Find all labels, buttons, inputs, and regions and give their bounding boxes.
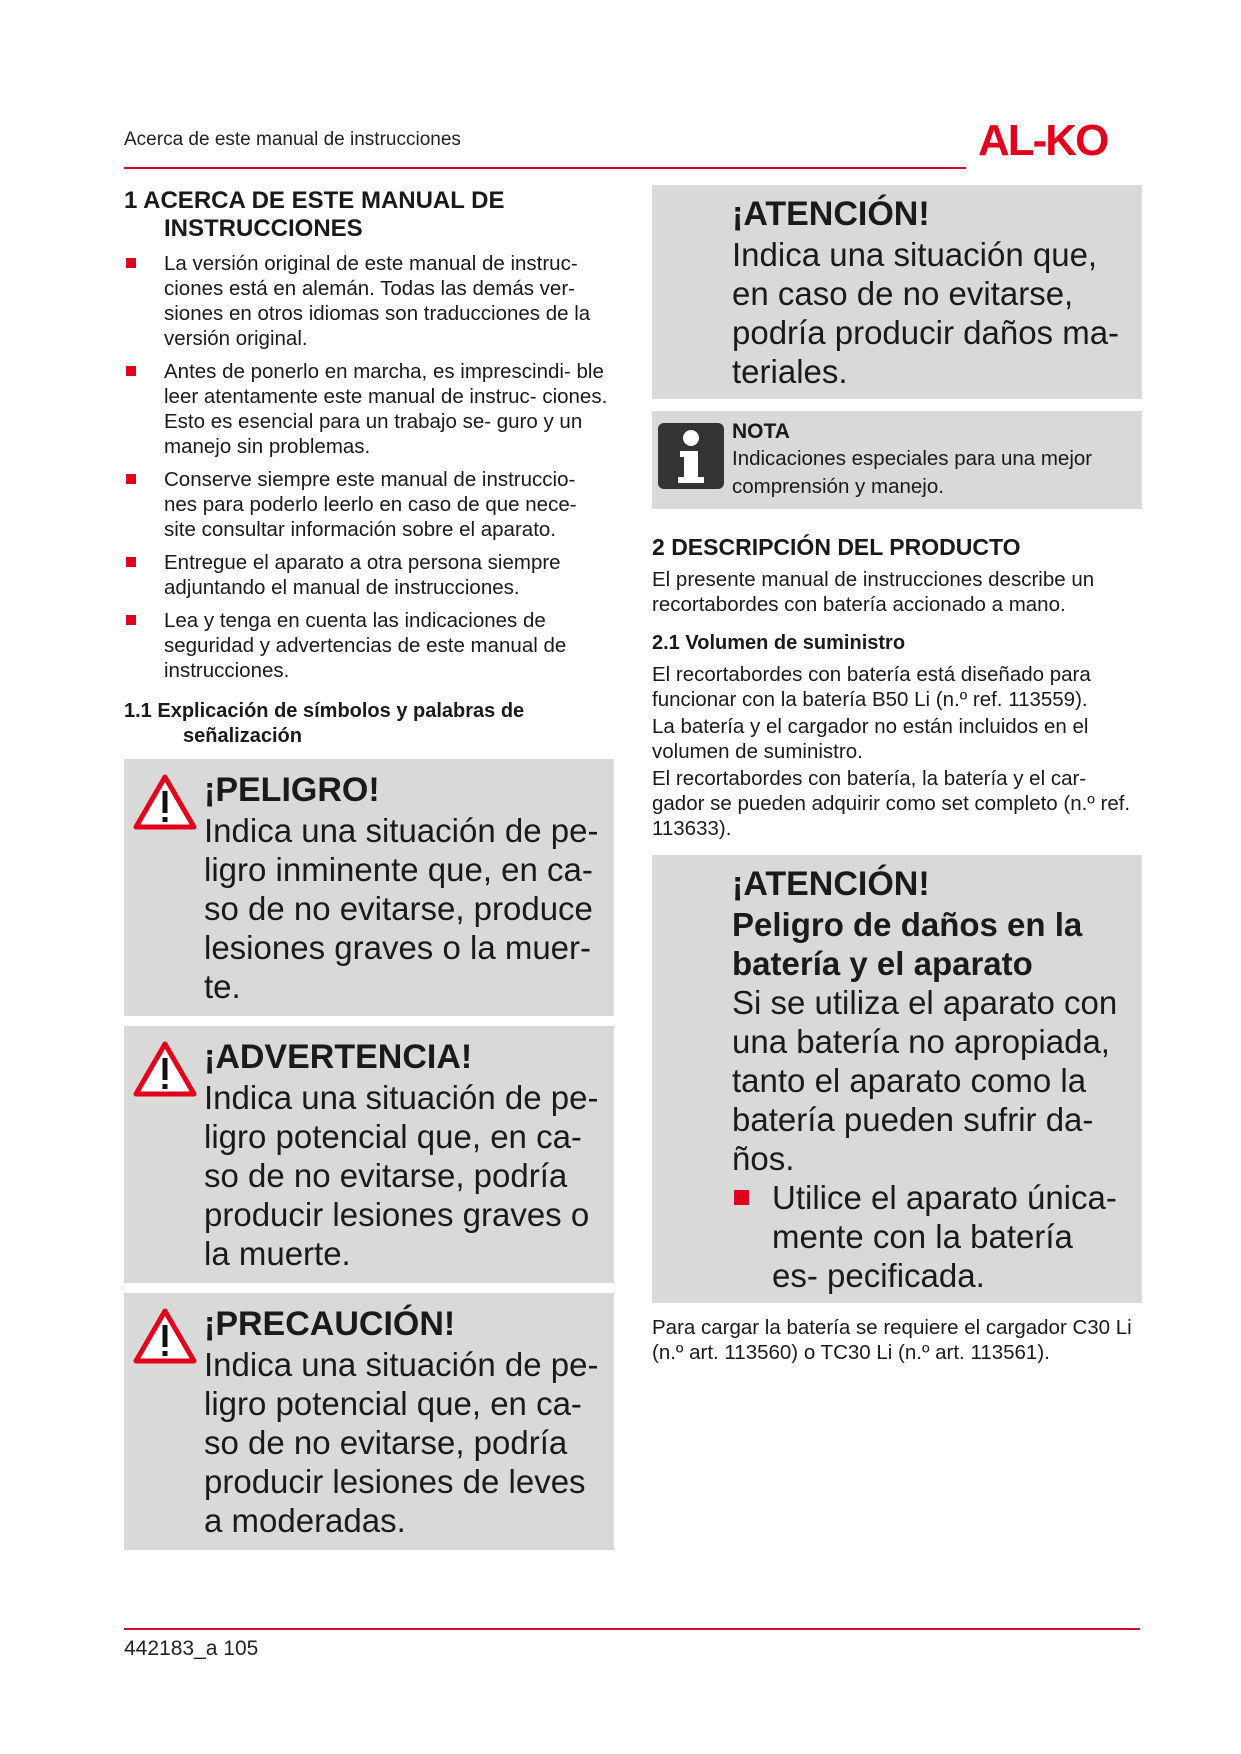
section-2-number: 2	[652, 534, 665, 560]
advertencia-title: ¡ADVERTENCIA!	[204, 1038, 473, 1076]
list-item: Entregue el aparato a otra persona siempre adjuntando el manual de instrucciones.	[124, 550, 614, 600]
atencion-battery-box	[652, 855, 1142, 1303]
warning-triangle-icon	[132, 773, 198, 831]
nota-title: NOTA	[732, 420, 790, 443]
info-icon	[658, 423, 724, 489]
svg-text:AL-KO: AL-KO	[978, 116, 1108, 163]
charger-note: Para cargar la batería se requiere el cargador C30 Li (n.º art. 113560) o TC30 Li (n.º art. 113561).	[652, 1316, 1132, 1364]
section-1-title-line2: INSTRUCCIONES	[164, 215, 363, 242]
section-1-1-heading	[124, 699, 614, 749]
warning-triangle-icon	[132, 1307, 198, 1365]
footer-page-number: 442183_a 105	[124, 1637, 259, 1660]
alko-logo	[978, 115, 1140, 163]
atencion-battery-subtitle: Peligro de daños en la batería y el aparato	[732, 906, 1083, 982]
precaucion-box	[124, 1293, 614, 1550]
section-2-1-title: Volumen de suministro	[685, 632, 906, 654]
peligro-box	[124, 759, 614, 1016]
left-column	[124, 187, 614, 1550]
section-2-1-paragraph-1: El recortabordes con batería está diseñado para funcionar con la batería B50 Li (n.º ref. 113559).	[652, 663, 1091, 711]
bullet-square-icon	[126, 615, 136, 625]
bullet-square-icon	[126, 258, 136, 268]
atencion-title: ¡ATENCIÓN!	[732, 195, 930, 233]
atencion-text: Indica una situación que, en caso de no evitarse, podría producir daños ma- teriales.	[732, 236, 1120, 390]
atencion-battery-title: ¡ATENCIÓN!	[732, 865, 930, 903]
nota-text: Indicaciones especiales para una mejor comprensión y manejo.	[732, 447, 1093, 498]
section-2-title: DESCRIPCIÓN DEL PRODUCTO	[671, 534, 1021, 560]
bullet-square-icon	[126, 557, 136, 567]
right-column	[652, 185, 1142, 1365]
section-2-1-heading	[652, 631, 1142, 656]
peligro-text: Indica una situación de pe- ligro inminente que, en ca- so de no evitarse, produce lesiones graves o la muer- te.	[204, 812, 599, 1005]
section-1-1-title-line2: señalización	[183, 725, 302, 747]
list-item: La versión original de este manual de instruc- ciones está en alemán. Todas las demás ver- siones en otros idiomas son traducciones de la versión original.	[124, 251, 614, 351]
section-1-number: 1	[124, 187, 138, 214]
atencion-box	[652, 185, 1142, 399]
bullet-square-icon	[126, 474, 136, 484]
footer-divider	[124, 1628, 1140, 1630]
header-divider	[124, 167, 966, 169]
section-1-1-number: 1.1	[124, 700, 152, 722]
advertencia-text: Indica una situación de pe- ligro potencial que, en ca- so de no evitarse, podría producir lesiones graves o la muerte.	[204, 1079, 599, 1272]
header-title: Acerca de este manual de instrucciones	[124, 129, 461, 150]
list-item: Antes de ponerlo en marcha, es imprescindi- ble leer atentamente este manual de instruc- ciones. Esto es esencial para un trabajo se- guro y un manejo sin problemas.	[124, 359, 614, 459]
bullet-square-icon	[734, 1190, 749, 1205]
section-2-1-number: 2.1	[652, 632, 680, 654]
atencion-battery-bullet: Utilice el aparato única- mente con la batería es- pecificada.	[732, 1178, 1124, 1295]
bullet-square-icon	[126, 366, 136, 376]
list-item: Conserve siempre este manual de instruccio- nes para poderlo leerlo en caso de que nece- site consultar información sobre el aparato.	[124, 467, 614, 542]
advertencia-box	[124, 1026, 614, 1283]
warning-triangle-icon	[132, 1040, 198, 1098]
section-2-1-paragraph-2: La batería y el cargador no están incluidos en el volumen de suministro.	[652, 715, 1089, 763]
section-1-bullet-list	[124, 251, 614, 683]
nota-box	[652, 411, 1142, 509]
list-item: Lea y tenga en cuenta las indicaciones de seguridad y advertencias de este manual de instrucciones.	[124, 608, 614, 683]
precaucion-text: Indica una situación de pe- ligro potencial que, en ca- so de no evitarse, podría producir lesiones de leves a moderadas.	[204, 1346, 599, 1539]
section-2-heading	[652, 533, 1142, 561]
section-2-text: El presente manual de instrucciones describe un recortabordes con batería accionado a mano.	[652, 568, 1095, 616]
precaucion-title: ¡PRECAUCIÓN!	[204, 1305, 456, 1343]
atencion-battery-text: Si se utiliza el aparato con una batería no apropiada, tanto el aparato como la batería pueden sufrir da- ños.	[732, 984, 1118, 1177]
peligro-title: ¡PELIGRO!	[204, 771, 380, 809]
section-1-1-title-line1: Explicación de símbolos y palabras de	[157, 700, 525, 722]
section-1-heading	[124, 187, 614, 243]
section-1-title-line1: ACERCA DE ESTE MANUAL DE	[143, 187, 505, 214]
section-2-1-paragraph-3: El recortabordes con batería, la batería y el car- gador se pueden adquirir como set completo (n.º ref. 113633).	[652, 767, 1131, 840]
